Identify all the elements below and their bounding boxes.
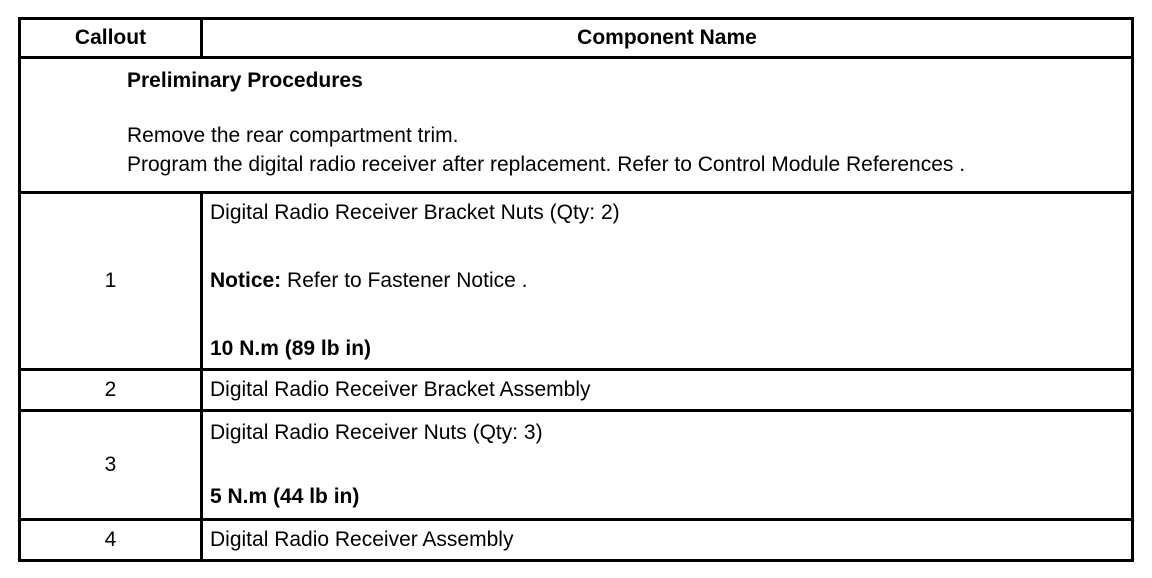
component-name: Digital Radio Receiver Nuts (Qty: 3): [210, 421, 543, 444]
component-name: Digital Radio Receiver Assembly: [210, 528, 514, 551]
torque-spec: 5 N.m (44 lb in): [210, 485, 360, 508]
callout-number: 2: [20, 370, 202, 411]
callout-number: 3: [20, 411, 202, 520]
notice-text: Refer to Fastener Notice .: [281, 269, 528, 292]
preliminary-step: Program the digital radio receiver after replacement. Refer to Control Module References .: [127, 153, 966, 176]
torque-spec: 10 N.m (89 lb in): [210, 337, 372, 360]
notice-line: [210, 268, 1131, 294]
table-row: [20, 520, 1133, 561]
callout-number: 1: [20, 193, 202, 370]
preliminary-row: [20, 58, 1133, 193]
preliminary-step: Remove the rear compartment trim.: [127, 124, 459, 147]
table-row: [20, 193, 1133, 370]
preliminary-procedures-cell: [20, 58, 1133, 193]
table-row: [20, 411, 1133, 520]
notice-label: Notice:: [210, 269, 282, 292]
component-cell: [202, 193, 1133, 370]
component-cell: [202, 370, 1133, 411]
callout-column-header: Callout: [20, 19, 202, 58]
component-name: Digital Radio Receiver Bracket Nuts (Qty: 2): [210, 201, 620, 224]
table-header-row: [20, 19, 1133, 58]
component-column-header: Component Name: [202, 19, 1133, 58]
components-table: [18, 17, 1134, 562]
preliminary-procedures-heading: Preliminary Procedures: [127, 69, 363, 92]
component-name: Digital Radio Receiver Bracket Assembly: [210, 378, 591, 401]
callout-number: 4: [20, 520, 202, 561]
component-cell: [202, 520, 1133, 561]
component-cell: [202, 411, 1133, 520]
table-row: [20, 370, 1133, 411]
